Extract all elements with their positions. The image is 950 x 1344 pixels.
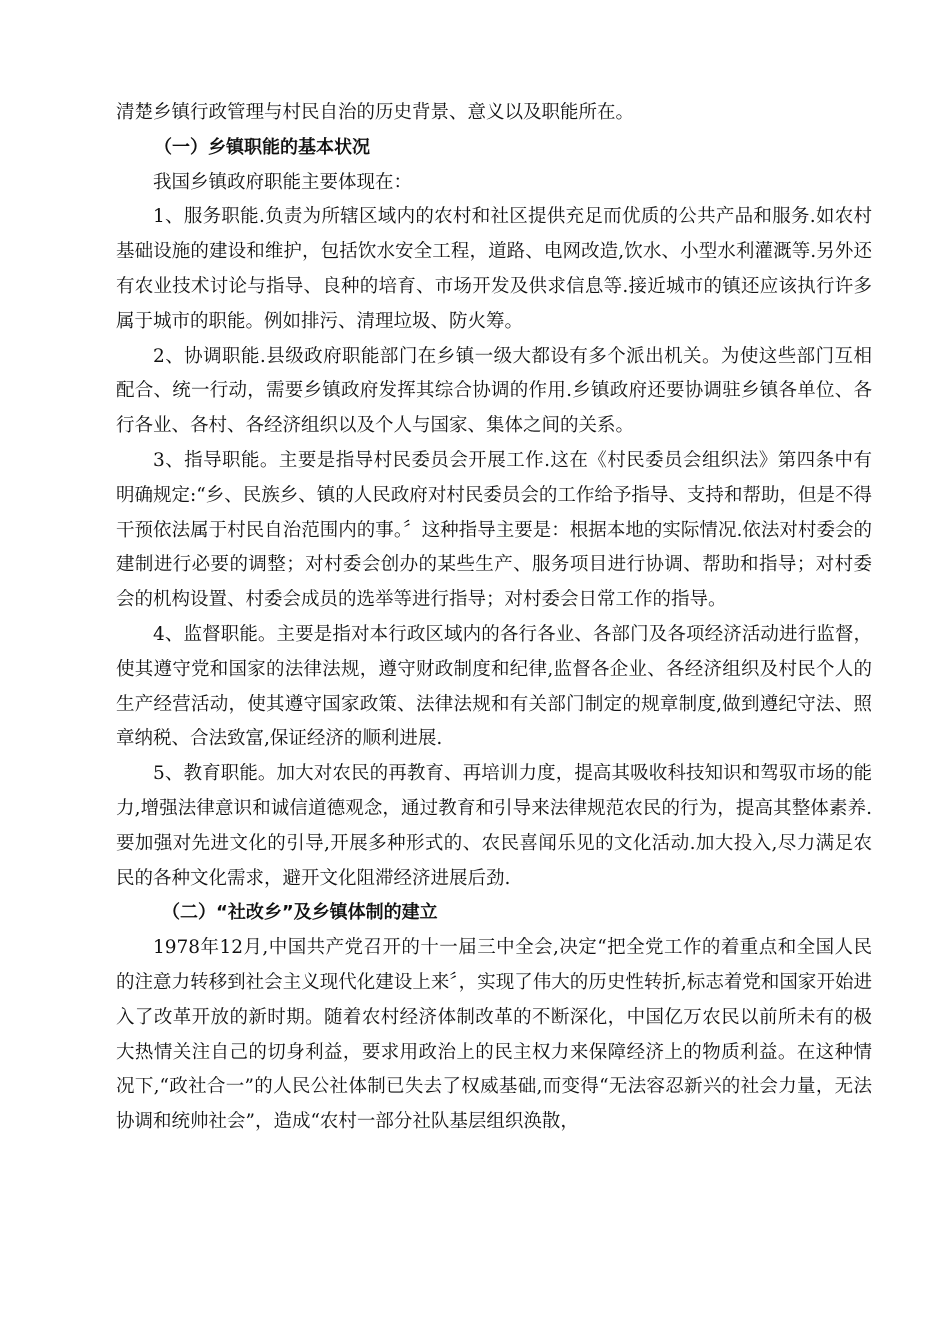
paragraph-intro: 清楚乡镇行政管理与村民自治的历史背景、意义以及职能所在。 [116,102,635,123]
paragraph-coordination-function: 2、协调职能.县级政府职能部门在乡镇一级大都设有多个派出机关。为使这些部门互相配合、统一行动，需要乡镇政府发挥其综合协调的作用.乡镇政府还要协调驻乡镇各单位、各行各业、各村、各经济组织以及个人与国家、集体之间的关系。 [116,345,872,437]
paragraph-education-function: 5、教育职能。加大对农民的再教育、再培训力度，提高其吸收科技知识和驾驭市场的能力,增强法律意识和诚信道德观念，通过教育和引导来法律规范农民的行为，提高其整体素养.要加强对先进文化的引导,开展多种形式的、农民喜闻乐见的文化活动.加大投入,尽力满足农民的各种文化需求，避开文化阻滞经济进展后劲. [116,763,872,889]
paragraph-1978-reform: 1978年12月,中国共产党召开的十一届三中全会,决定“把全党工作的着重点和全国人民的注意力转移到社会主义现代化建设上来〞，实现了伟大的历史性转折,标志着党和国家开始进入了改革开放的新时期。随着农村经济体制改革的不断深化，中国亿万农民以前所未有的极大热情关注自己的切身利益，要求用政治上的民主权力来保障经济上的物质利益。在这种情况下,“政社合一”的人民公社体制已失去了权威基础,而变得“无法容忍新兴的社会力量，无法协调和统帅社会”，造成“农村一部分社队基层组织涣散， [116,937,872,1133]
section-heading-2: （二）“社改乡”及乡镇体制的建立 [162,902,438,924]
paragraph-functions-lead: 我国乡镇政府职能主要体现在： [153,171,413,193]
document-page [116,96,872,1140]
paragraph-service-function: 1、服务职能.负责为所辖区域内的农村和社区提供充足而优质的公共产品和服务.如农村基础设施的建设和维护，包括饮水安全工程，道路、电网改造,饮水、小型水利灌溉等.另外还有农业技术讨论与指导、良种的培育、市场开发及供求信息等.接近城市的镇还应该执行许多属于城市的职能。例如排污、清理垃圾、防火筹。 [116,206,872,332]
paragraph-guidance-function: 3、指导职能。主要是指导村民委员会开展工作.这在《村民委员会组织法》第四条中有明确规定:“乡、民族乡、镇的人民政府对村民委员会的工作给予指导、支持和帮助，但是不得干预依法属于村民自治范围内的事。〞这种指导主要是：根据本地的实际情况.依法对村委会的建制进行必要的调整；对村委会创办的某些生产、服务项目进行协调、帮助和指导；对村委会的机构设置、村委会成员的选举等进行指导；对村委会日常工作的指导。 [116,449,872,611]
paragraph-supervision-function: 4、监督职能。主要是指对本行政区域内的各行各业、各部门及各项经济活动进行监督，使其遵守党和国家的法律法规，遵守财政制度和纪律,监督各企业、各经济组织及村民个人的生产经营活动，使其遵守国家政策、法律法规和有关部门制定的规章制度,做到遵纪守法、照章纳税、合法致富,保证经济的顺利进展. [116,623,872,750]
section-heading-1: （一）乡镇职能的基本状况 [154,136,370,158]
